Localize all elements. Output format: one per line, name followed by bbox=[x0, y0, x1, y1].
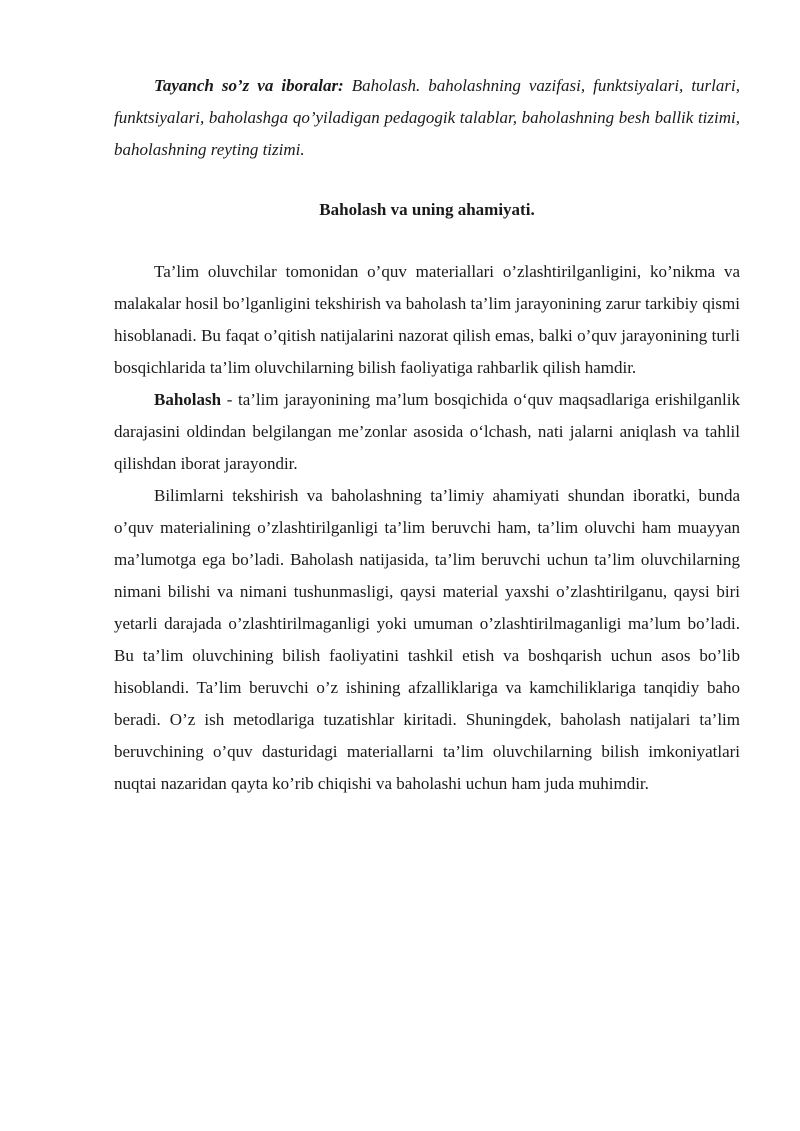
keywords-paragraph bbox=[114, 70, 740, 166]
keywords-label: Tayanch so’z va iboralar: bbox=[154, 76, 344, 95]
definition-text: - ta’lim jarayonining ma’lum bosqichida o‘quv maqsadlariga erishilganlik darajasini oldindan belgilangan me’zonlar asosida o‘lchash, nati jalarni aniqlash va tahlil qilishdan iborat jarayondir. bbox=[114, 390, 740, 473]
definition-term: Baholash bbox=[154, 390, 222, 409]
paragraph-1: Ta’lim oluvchilar tomonidan o’quv materiallari o’zlashtirilganligini, ko’nikma va malakalar hosil bo’lganligini tekshirish va baholash ta’lim jarayonining zarur tarkibiy qismi hisoblanadi. Bu faqat o’qitish natijalarini nazorat qilish emas, balki o’quv jarayonining turli bosqichlarida ta’lim oluvchilarning bilish faoliyatiga rahbarlik qilish hamdir. bbox=[114, 262, 740, 377]
paragraph-3: Bilimlarni tekshirish va baholashning ta’limiy ahamiyati shundan iboratki, bunda o’quv materialining o’zlashtirilganligi ta’lim beruvchi ham, ta’lim oluvchi ham muayyan ma’lumotga ega bo’ladi. Baholash natijasida, ta’lim beruvchi uchun ta’lim oluvchilarning nimani bilishi va nimani tushunmasligi, qaysi material yaxshi o’zlashtirilganu, qaysi biri yetarli darajada o’zlashtirilmaganligi yoki umuman o’zlashtirilmaganligi ma’lum bo’ladi. Bu ta’lim oluvchining bilish faoliyatini tashkil etish va boshqarish uchun asos bo’lib hisoblandi. Ta’lim beruvchi o’z ishining afzalliklariga va kamchiliklariga tanqidiy baho beradi. O’z ish metodlariga tuzatishlar kiritadi. Shuningdek, baholash natijalari ta’lim beruvchining o’quv dasturidagi materiallarni ta’lim oluvchilarning bilish imkoniyatlari nuqtai nazaridan qayta ko’rib chiqishi va baholashi uchun ham juda muhimdir. bbox=[114, 486, 740, 793]
paragraph-2 bbox=[114, 384, 740, 480]
section-heading: Baholash va uning ahamiyati. bbox=[319, 200, 535, 219]
document-page bbox=[114, 70, 740, 800]
keywords-text: Baholash. baholashning vazifasi, funktsiyalari, turlari, funktsiyalari, baholashga qo’yiladigan pedagogik talablar, baholashning besh ballik tizimi, baholashning reyting tizimi. bbox=[114, 76, 740, 159]
